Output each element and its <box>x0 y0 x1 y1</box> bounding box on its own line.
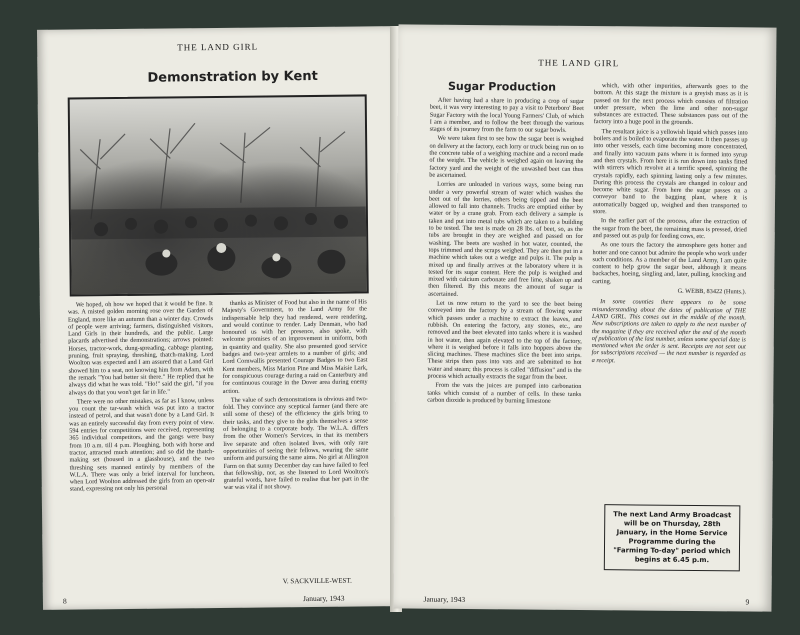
paragraph: After having had a share in producing a crop of sugar beet, it was very interesting to pay a visit to Peterboro' Beet Sugar Factory with the local Young Farmers' Club, of which I am a member, and to follow the beet through the various stages of its journey from the farm to our sugar bowls. <box>429 96 584 135</box>
issue-date-left: January, 1943 <box>302 593 345 604</box>
paragraph: Let us now return to the yard to see the beet being conveyed into the factory by a stream of flowing water which passes under a machine to extract the leaves, and rubbish. On entering the factory, any stones, etc., are removed and the beet elevated into tanks where it is washed in hot water, then again elevated to the top of the factory, where it is weighed before it falls into hoppers above the slicing machines. These machines slice the beet into strips. These strips then pass into vats and are submitted to hot water and steam; this process is called "diffusion" and is the process which actually extracts the sugar from the beet. <box>427 299 583 381</box>
photo-illustration <box>70 96 367 294</box>
subscription-notice: In some counties there appears to be some misunderstanding about the dates of publication of THE LAND GIRL. This comes out in the middle of the month. New subscriptions are taken to apply to the next number of the magazine if they are received after the end of the month of publication of the last number, unless some special date is mentioned when the order is sent. Receipts are not sent out for subscriptions received — the next number is regarded as a receipt. <box>591 298 747 364</box>
paragraph: In the earlier part of the process, after the extraction of the sugar from the beet, the remaining mass is pressed, dried and passed out as pulp for feeding cows, etc. <box>592 217 747 240</box>
paragraph: We hoped, oh how we hoped that it would be fine. It was. A misted golden morning rose over the Garden of England, more like an autumn than a winter day. Crowds of people were arriving; farmers, distinguished visitors, Land Girls in their hundreds, and the public. Large placards advertised the demonstrations; arrows pointed: Horses, tractor-work, dung-spreading, cabbage planting, pruning, fruit spraying, threshing, thatch-making. Lord Woolton was expected and I am assured that a Land Girl showed him to a seat, not knowing him from Adam, with the remark "You had better sit there." He replied that he always did what he was told. "Ho!" said the girl, "if you always do that you won't get far in life." <box>67 300 214 397</box>
running-head-right: THE LAND GIRL <box>538 57 620 69</box>
paragraph: The value of such demonstrations is obvious and two-fold. They convince any sceptical farmer (and there are still some of these) of the efficiency the girls bring to their tasks, and they give to the girls themselves a sense of belonging to a corporate body. The W.L.A. differs from the other Women's Services, in that its members live separate and often isolated lives, with only rare opportunities of seeing their fellows, wearing the same uniform and pursuing the same aims. No girl at Allington Farm on that sunny December day can have failed to feel that fellowship, nor, as she listened to Lord Woolton's grateful words, have failed to realise that her part in the war was vital if not showy. <box>222 395 369 492</box>
right-page <box>393 24 776 611</box>
signature-right: G. WEBB, 83422 (Hunts.). <box>677 287 747 296</box>
paragraph: Lorries are unloaded in various ways, some being run under a very powerful stream of water which washes the beet out of the lorries, others being tipped and the beet allowed to fall into channels. Trucks are emptied either by water or by a crane grab. From each delivery a sample is taken and put into metal tubs which are taken to a building to be tested. The test is made on 28 lbs. of beet, so, as the tubs are brought in they are weighed and passed on for washing. The beets are washed in hot water, counted, the tops trimmed and the scraps weighed. They are then put in a machine which takes out a wedge and pulps it. The pulp is mixed up and finally arrives at the laboratory where it is tested for its sugar content. Here the pulp is weighed and mixed with calcium carbonate and free lime, shaken up and then filtered. By this means the amount of sugar is ascertained. <box>428 180 584 298</box>
left-column-2 <box>222 298 369 493</box>
paragraph: thanks as Minister of Food but also in the name of His Majesty's Government, to the Land Army for the indispensable help they had rendered, were rendering, and would continue to render. Lady Denman, who had honoured us with her presence, also spoke, with welcome promises of an improvement in uniform, both in quantity and quality. She also presented good service badges and two-year armlets to a number of girls; and Lord Cornwallis presented Courage Badges to two East Kent members, Miss Marion Pine and Miss Maisie Lark, for conspicuous courage during a raid on Canterbury and for continuous courage in the Dover area during enemy action. <box>221 298 368 395</box>
paragraph: which, with other impurities, afterwards goes to the bottom. At this stage the mixture is a greyish mass as it is passed on for the next process which consists of filtration under pressure, when the lime and other non-sugar substances are extracted. These substances pass out of the factory into a huge pool in the grounds. <box>593 82 749 127</box>
right-column-2 <box>592 82 748 367</box>
paragraph: The resultant juice is a yellowish liquid which passes into boilers and is boiled to evaporate the water. It then passes up into other vessels, each time becoming more concentrated, and finally into vacuum pans where it is formed into syrup and then crystals. From here it is run down into tanks fitted with stirrers which revolve at a terrific speed, spinning the crystals rapidly, each spinning lasting only a few minutes. During this process the crystals are changed in colour and become white sugar. From here the sugar passes on a conveyor band to the bagging plant, where it is automatically bagged up, weighed and then transported to store. <box>592 127 748 216</box>
page-number-left: 8 <box>62 596 67 606</box>
demonstration-photo <box>68 94 369 296</box>
article-title-right: Sugar Production <box>447 79 557 94</box>
signature-left: V. SACKVILLE-WEST. <box>282 576 352 586</box>
paragraph: From the vats the juices are pumped into carbonation tanks which consist of a number of cells. In these tanks carbon dioxide is produced by burning limestone <box>427 381 582 405</box>
article-title-left: Demonstration by Kent <box>147 68 318 86</box>
paragraph: As one tours the factory the atmosphere gets hotter and hotter and one cannot but admire the people who work under such conditions. As a member of the Land Army, I am quite content to help grow the sugar beet, although it means backaches, hoeing, singling and, later, pulling, knocking and carting. <box>592 241 747 285</box>
paragraph: We were taken first to see how the sugar beet is weighed on delivery at the factory, each lorry or truck being run on to the concrete table of a weighing machine and a record made of the weight. The vehicle is weighed again on leaving the factory yard and the weight of the unwashed beet can thus be ascertained. <box>429 135 584 179</box>
paragraph: There were no other mistakes, as far as I know, unless you count the tar-wash which was put into a tractor instead of petrol, and that wasn't done by a Land Girl. It was an entirely successful day from every point of view. 594 entries for competitions were received, representing 365 individual competitors, and the gangs were busy from 10 a.m. till 4 p.m. Ploughing, both with horse and tractor, attracted much attention; and so did the thatch-making set (housed in a glasshouse), and the two threshing sets manned entirely by members of the W.L.A. There was only a brief interval for luncheon, when Lord Woolton addressed the girls from an open-air stand, expressing not only his personal <box>68 396 215 493</box>
right-column-1 <box>427 97 584 408</box>
left-column-1 <box>68 300 215 495</box>
issue-date-right: January, 1943 <box>423 594 466 604</box>
left-page <box>37 26 398 610</box>
broadcast-notice: The next Land Army Broadcast will be on Thursday, 28th January, in the Home Service Programme during the "Farming To-day" period which begins at 6.45 p.m. <box>604 504 741 571</box>
page-number-right: 9 <box>745 597 750 607</box>
running-head-left: THE LAND GIRL <box>177 41 259 53</box>
